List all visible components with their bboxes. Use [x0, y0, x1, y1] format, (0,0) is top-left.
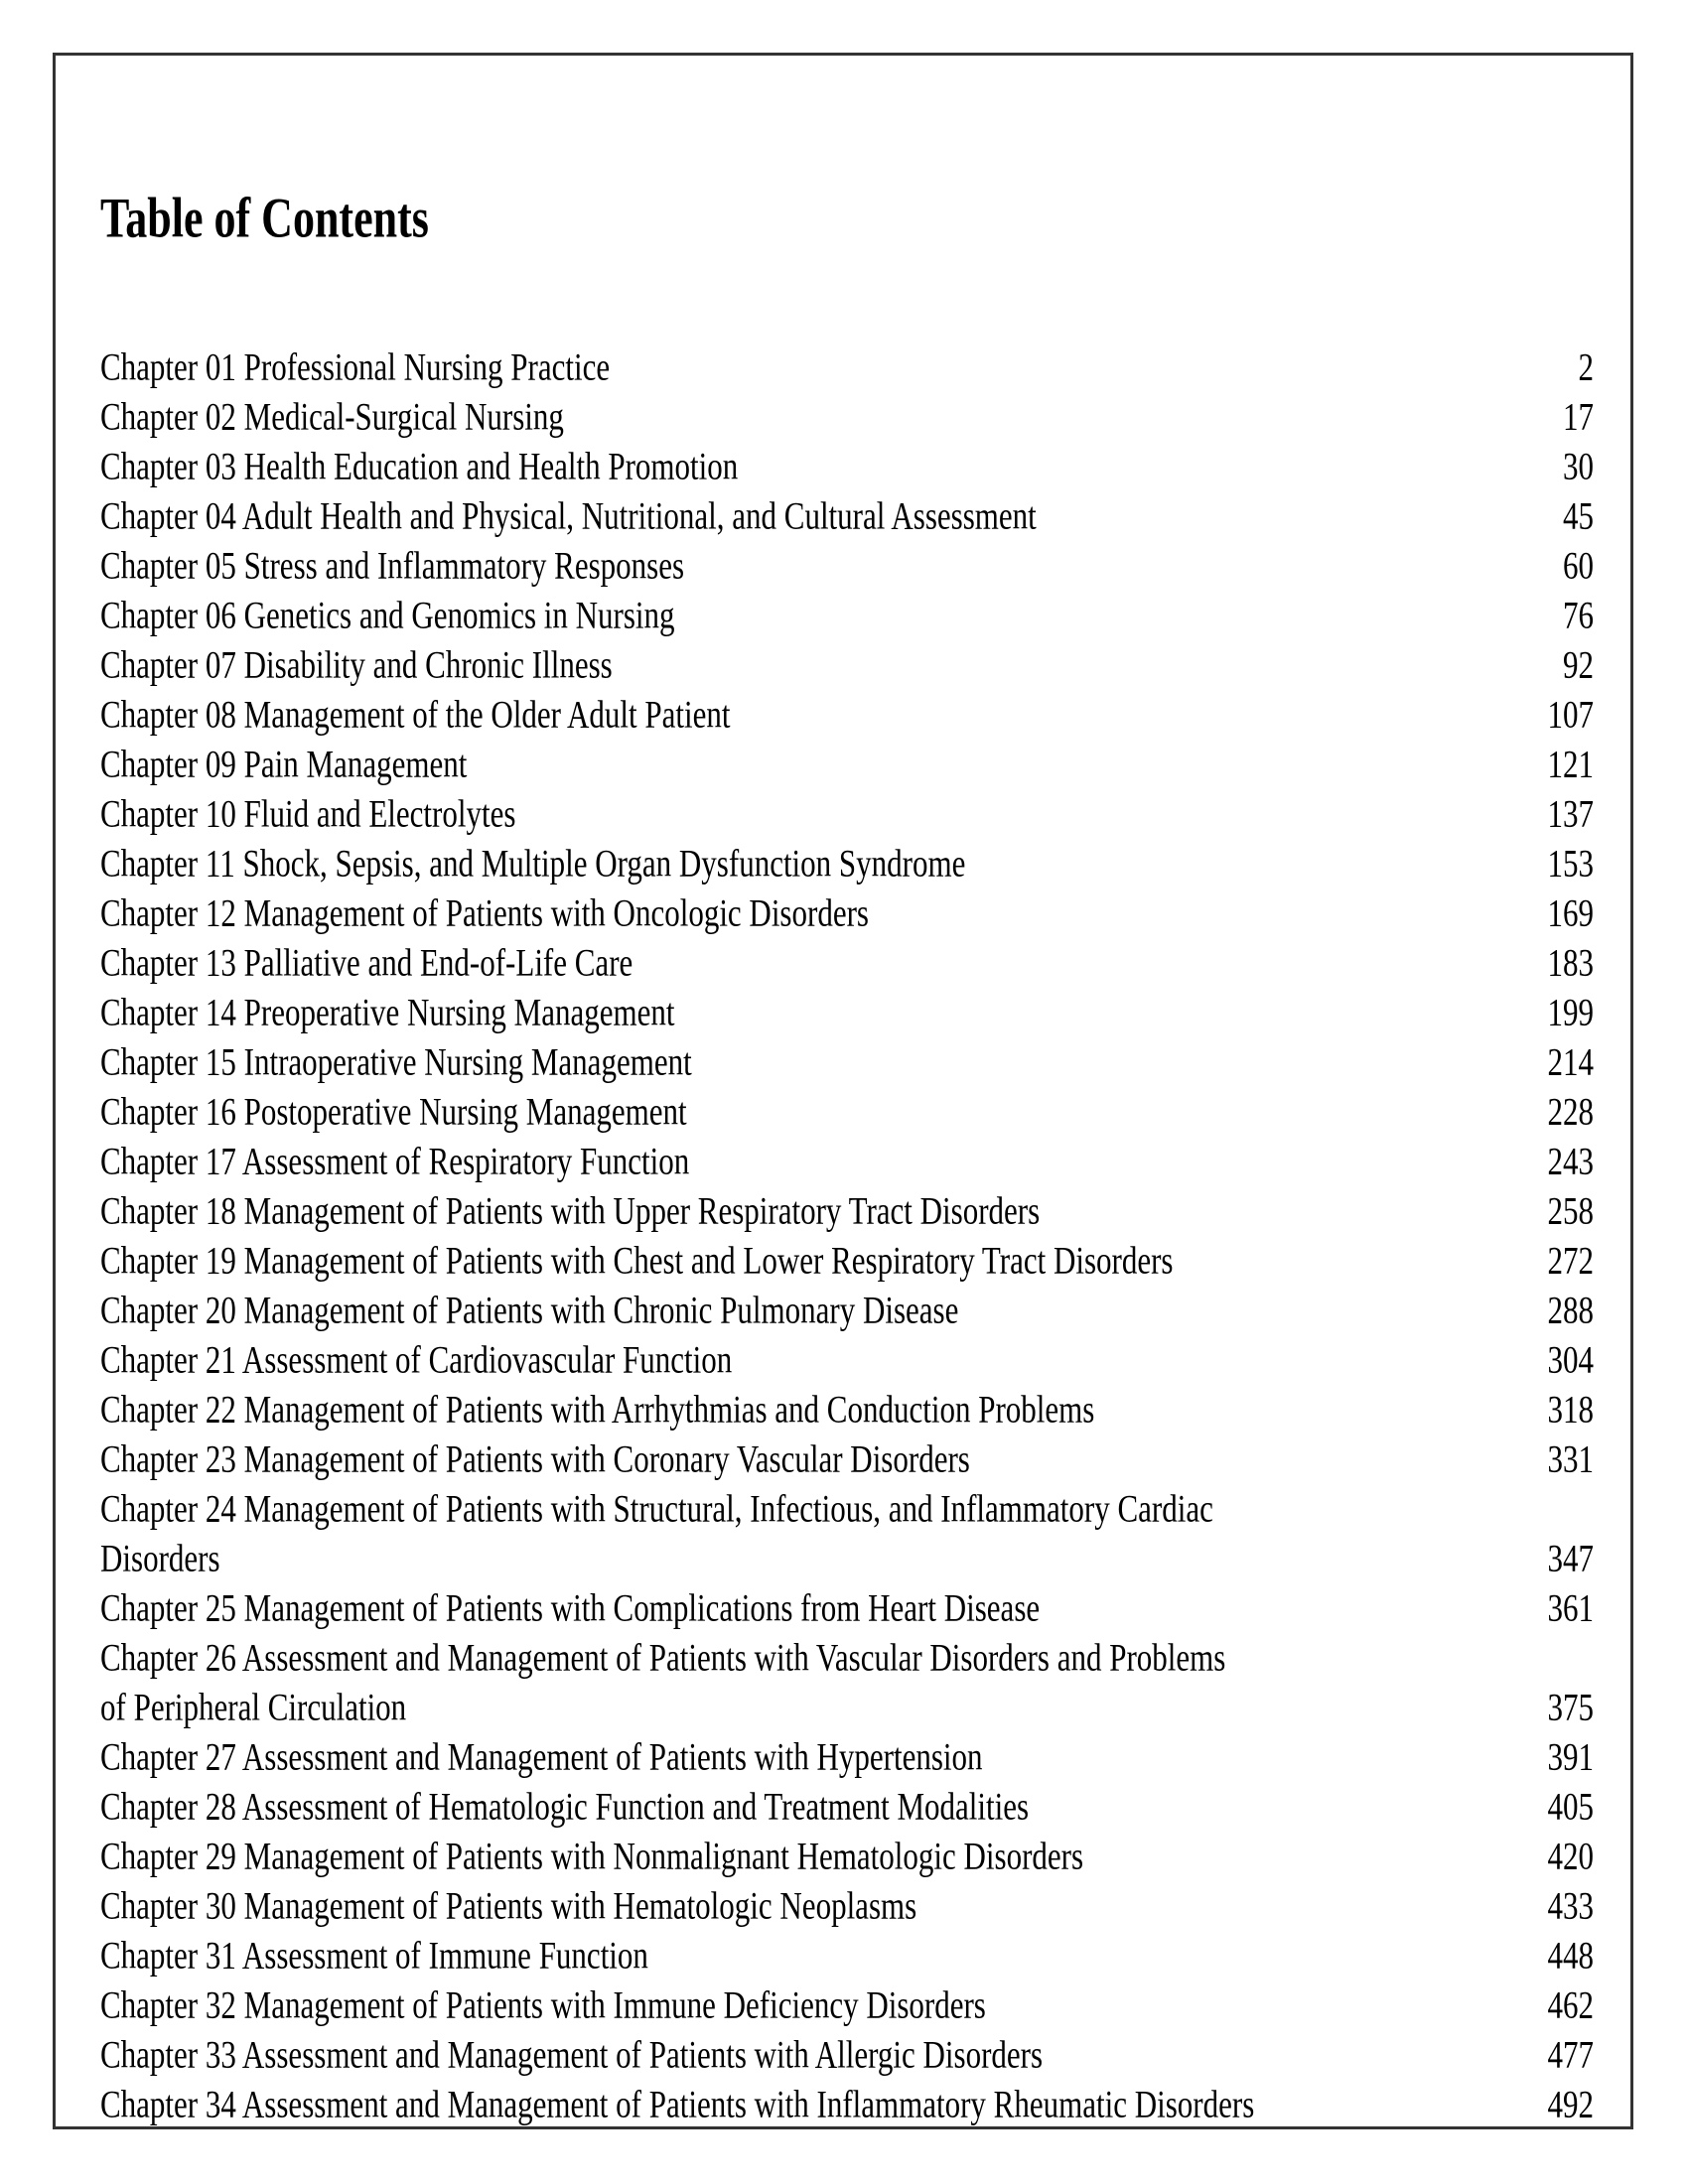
toc-page-number: 272 — [1547, 1238, 1594, 1283]
toc-entry[interactable] — [100, 1881, 1594, 1931]
toc-entry-title: Chapter 15 Intraoperative Nursing Management — [100, 1039, 692, 1084]
toc-entry[interactable] — [100, 938, 1594, 988]
toc-page-number: 304 — [1547, 1337, 1594, 1382]
toc-page-number: 30 — [1563, 444, 1594, 488]
page-title: Table of Contents — [100, 187, 429, 250]
toc-entry[interactable] — [100, 2080, 1594, 2129]
toc-entry[interactable] — [100, 988, 1594, 1037]
toc-entry[interactable] — [100, 1236, 1594, 1286]
toc-page-number: 258 — [1547, 1188, 1594, 1233]
toc-entry[interactable] — [100, 1583, 1594, 1633]
toc-entry[interactable] — [100, 789, 1594, 839]
toc-entry-title: Chapter 20 Management of Patients with Chronic Pulmonary Disease — [100, 1288, 959, 1332]
toc-entry[interactable] — [100, 690, 1594, 740]
toc-page-number: 477 — [1547, 2032, 1594, 2077]
toc-entry[interactable] — [100, 1087, 1594, 1137]
toc-page-number: 243 — [1547, 1139, 1594, 1183]
toc-entry-title: Chapter 33 Assessment and Management of Patients with Allergic Disorders — [100, 2032, 1044, 2077]
toc-entry-title: of Peripheral Circulation — [100, 1685, 407, 1729]
toc-entry-title: Chapter 09 Pain Management — [100, 742, 468, 786]
toc-entry[interactable] — [100, 1980, 1594, 2030]
toc-entry[interactable] — [100, 1434, 1594, 1484]
toc-entry[interactable] — [100, 342, 1594, 392]
toc-entry[interactable] — [100, 1286, 1594, 1335]
toc-entry[interactable] — [100, 1186, 1594, 1236]
toc-entry-title: Chapter 21 Assessment of Cardiovascular Function — [100, 1337, 733, 1382]
toc-page-number: 137 — [1547, 791, 1594, 836]
toc-entry-title: Chapter 13 Palliative and End-of-Life Care — [100, 940, 633, 985]
toc-page-number: 17 — [1563, 394, 1594, 439]
table-of-contents — [100, 342, 1594, 2129]
toc-entry-title: Chapter 06 Genetics and Genomics in Nursing — [100, 593, 675, 637]
toc-page-number: 462 — [1547, 1982, 1594, 2027]
toc-page-number: 318 — [1547, 1387, 1594, 1432]
toc-entry-title: Chapter 10 Fluid and Electrolytes — [100, 791, 516, 836]
toc-entry-title: Chapter 23 Management of Patients with Coronary Vascular Disorders — [100, 1436, 970, 1481]
toc-entry[interactable] — [100, 2030, 1594, 2080]
toc-entry-title: Chapter 17 Assessment of Respiratory Function — [100, 1139, 690, 1183]
toc-entry[interactable] — [100, 1633, 1594, 1732]
toc-entry[interactable] — [100, 1732, 1594, 1782]
toc-entry-title: Chapter 12 Management of Patients with Oncologic Disorders — [100, 890, 869, 935]
toc-entry-title: Chapter 31 Assessment of Immune Function — [100, 1933, 648, 1978]
toc-page-number: 60 — [1563, 543, 1594, 588]
toc-page-number: 228 — [1547, 1089, 1594, 1134]
toc-page-number: 169 — [1547, 890, 1594, 935]
toc-entry[interactable] — [100, 392, 1594, 442]
toc-page-number: 2 — [1578, 344, 1594, 389]
toc-page-number: 331 — [1547, 1436, 1594, 1481]
toc-entry[interactable] — [100, 1037, 1594, 1087]
toc-entry-title: Chapter 02 Medical-Surgical Nursing — [100, 394, 564, 439]
toc-entry[interactable] — [100, 442, 1594, 491]
toc-entry[interactable] — [100, 1385, 1594, 1434]
toc-entry[interactable] — [100, 1484, 1594, 1583]
toc-entry-title: Chapter 05 Stress and Inflammatory Responses — [100, 543, 685, 588]
toc-page-number: 76 — [1563, 593, 1594, 637]
toc-entry[interactable] — [100, 740, 1594, 789]
toc-entry-title: Chapter 14 Preoperative Nursing Management — [100, 990, 675, 1034]
toc-entry-title: Chapter 19 Management of Patients with Chest and Lower Respiratory Tract Disorders — [100, 1238, 1174, 1283]
toc-entry-title: Chapter 03 Health Education and Health Promotion — [100, 444, 739, 488]
toc-entry-title: Chapter 01 Professional Nursing Practice — [100, 344, 611, 389]
toc-entry-title: Chapter 22 Management of Patients with Arrhythmias and Conduction Problems — [100, 1387, 1095, 1432]
toc-entry-title: Chapter 32 Management of Patients with Immune Deficiency Disorders — [100, 1982, 986, 2027]
toc-page-number: 347 — [1547, 1536, 1594, 1580]
toc-page-number: 375 — [1547, 1685, 1594, 1729]
toc-page-number: 153 — [1547, 841, 1594, 886]
toc-page-number: 448 — [1547, 1933, 1594, 1978]
toc-page-number: 107 — [1547, 692, 1594, 737]
toc-page-number: 92 — [1563, 642, 1594, 687]
toc-page-number: 214 — [1547, 1039, 1594, 1084]
toc-entry[interactable] — [100, 1782, 1594, 1832]
toc-entry-title: Chapter 27 Assessment and Management of Patients with Hypertension — [100, 1734, 983, 1779]
toc-page-number: 45 — [1563, 493, 1594, 538]
toc-entry[interactable] — [100, 491, 1594, 541]
toc-entry-title: Chapter 04 Adult Health and Physical, Nutritional, and Cultural Assessment — [100, 493, 1037, 538]
toc-page-number: 492 — [1547, 2082, 1594, 2126]
toc-entry-title: Chapter 28 Assessment of Hematologic Function and Treatment Modalities — [100, 1784, 1030, 1829]
toc-entry-title: Chapter 08 Management of the Older Adult Patient — [100, 692, 731, 737]
toc-entry-title: Chapter 16 Postoperative Nursing Management — [100, 1089, 687, 1134]
toc-entry[interactable] — [100, 888, 1594, 938]
toc-entry[interactable] — [100, 640, 1594, 690]
toc-entry-title: Chapter 29 Management of Patients with Nonmalignant Hematologic Disorders — [100, 1834, 1084, 1878]
toc-entry[interactable] — [100, 839, 1594, 888]
toc-entry[interactable] — [100, 1335, 1594, 1385]
toc-page-number: 183 — [1547, 940, 1594, 985]
toc-page-number: 288 — [1547, 1288, 1594, 1332]
toc-entry-title: Chapter 11 Shock, Sepsis, and Multiple Organ Dysfunction Syndrome — [100, 841, 966, 886]
toc-entry[interactable] — [100, 1832, 1594, 1881]
toc-entry-title: Chapter 24 Management of Patients with Structural, Infectious, and Inflammatory Cardiac — [100, 1486, 1213, 1531]
toc-entry-title: Chapter 26 Assessment and Management of Patients with Vascular Disorders and Problems — [100, 1635, 1226, 1680]
toc-page-number: 420 — [1547, 1834, 1594, 1878]
toc-entry-title: Disorders — [100, 1536, 220, 1580]
toc-entry-title: Chapter 25 Management of Patients with Complications from Heart Disease — [100, 1585, 1041, 1630]
toc-entry[interactable] — [100, 591, 1594, 640]
toc-entry-title: Chapter 18 Management of Patients with Upper Respiratory Tract Disorders — [100, 1188, 1041, 1233]
toc-page-number: 361 — [1547, 1585, 1594, 1630]
toc-page-number: 405 — [1547, 1784, 1594, 1829]
toc-entry-title: Chapter 34 Assessment and Management of Patients with Inflammatory Rheumatic Disorders — [100, 2082, 1255, 2126]
toc-entry-title: Chapter 07 Disability and Chronic Illness — [100, 642, 613, 687]
toc-entry[interactable] — [100, 1137, 1594, 1186]
toc-entry-title: Chapter 30 Management of Patients with Hematologic Neoplasms — [100, 1883, 917, 1928]
toc-page-number: 121 — [1547, 742, 1594, 786]
toc-entry[interactable] — [100, 541, 1594, 591]
toc-page-number: 199 — [1547, 990, 1594, 1034]
toc-entry[interactable] — [100, 1931, 1594, 1980]
toc-page-number: 433 — [1547, 1883, 1594, 1928]
toc-page-number: 391 — [1547, 1734, 1594, 1779]
